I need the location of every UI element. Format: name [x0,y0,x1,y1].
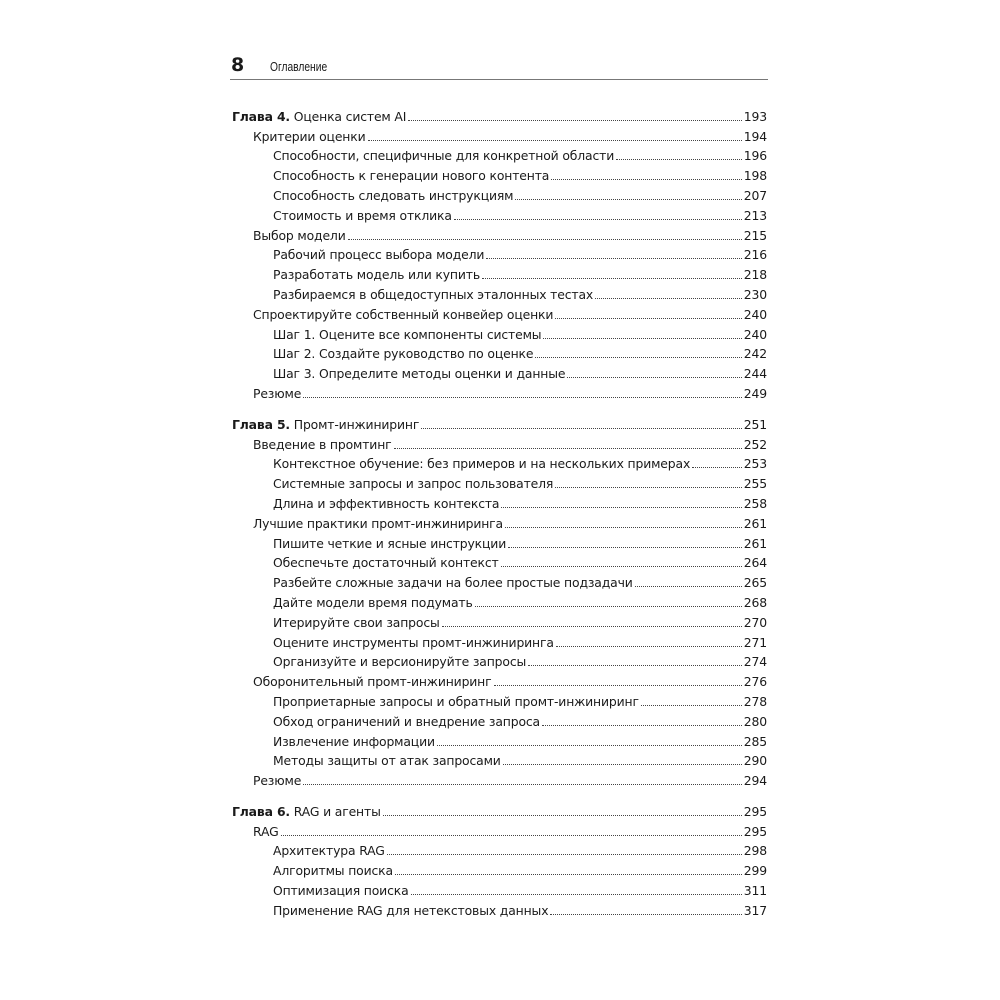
toc-page-number: 194 [743,128,767,144]
toc-page-number: 216 [743,247,767,263]
dot-leader [692,467,742,468]
dot-leader [383,815,742,816]
toc-entry[interactable] [232,551,767,571]
toc-entry-label [273,863,393,878]
page-number: 8 [231,54,245,76]
toc-page-number: 317 [743,902,767,918]
toc-entry[interactable] [232,361,767,381]
toc-entry-title: Применение RAG для нетекстовых данных [273,902,549,918]
toc-entry-title: RAG [253,823,279,839]
dot-leader [482,278,742,279]
dot-leader [555,318,742,319]
toc-page-number: 261 [743,515,767,531]
toc-entry[interactable] [232,491,767,511]
header-rule [230,79,768,80]
dot-leader [408,120,742,121]
toc-entry[interactable] [232,650,767,670]
dot-leader [411,894,742,895]
toc-entry[interactable] [232,630,767,650]
toc-entry-label [273,734,435,749]
toc-entry-label [253,386,301,401]
toc-entry[interactable] [232,452,767,472]
toc-entry-label [273,694,639,709]
toc-entry[interactable] [232,689,767,709]
dot-leader [595,298,742,299]
toc-entry-title: Разработать модель или купить [273,267,480,283]
toc-entry-title: Введение в промтинг [253,436,392,452]
toc-entry-title: Обеспечьте достаточный контекст [273,555,499,571]
toc-entry-title: Извлечение информации [273,733,435,749]
toc-page-number: 295 [743,803,767,819]
toc-entry-title: Дайте модели время подумать [273,594,473,610]
toc-entry[interactable] [232,819,767,839]
toc-entry-label [253,516,503,531]
toc-entry[interactable] [232,878,767,898]
toc-entry-label [273,555,499,570]
toc-entry-label [273,595,473,610]
dot-leader [421,428,742,429]
toc-entry-label [232,417,419,432]
toc-chapter-5 [232,412,767,788]
chapter-number: Глава 5. [232,416,290,432]
toc-entry[interactable] [232,243,767,263]
toc-entry-title: Резюме [253,773,302,789]
dot-leader [348,239,742,240]
toc-entry-title: Разбейте сложные задачи на более простые подзадачи [273,575,633,591]
dot-leader [567,377,741,378]
toc-entry-title: Разбираемся в общедоступных эталонных тестах [273,286,594,302]
toc-page-number: 268 [743,594,767,610]
toc-entry[interactable] [232,262,767,282]
toc-entry-label [273,247,484,262]
toc-entry-label [273,287,593,302]
toc-entry-label [273,496,499,511]
toc-entry-title: Длина и эффективность контекста [273,495,500,511]
dot-leader [641,705,742,706]
dot-leader [437,745,742,746]
toc-entry-title: Способность следовать инструкциям [273,187,514,203]
toc-page-number: 264 [743,555,767,571]
toc-page-number: 271 [743,634,767,650]
toc-entry-label [253,674,492,689]
dot-leader [368,140,742,141]
toc-entry-title: Спроектируйте собственный конвейер оценки [253,306,554,322]
toc-entry-title: Способность к генерации нового контента [273,168,550,184]
toc-entry-title: Обход ограничений и внедрение запроса [273,713,540,729]
toc-page-number: 230 [743,286,767,302]
toc-entry-label [253,307,553,322]
toc-entry-label [273,346,533,361]
toc-entry-label [232,109,406,124]
toc-entry-label [273,536,506,551]
dot-leader [515,199,741,200]
toc-entry-title: Системные запросы и запрос пользователя [273,476,554,492]
dot-leader [551,179,742,180]
toc-entry-label [273,615,440,630]
dot-leader [281,835,742,836]
toc-chapter-6 [232,799,767,918]
dot-leader [475,606,742,607]
toc-entry-label [273,168,549,183]
toc-entry-title: Рабочий процесс выбора модели [273,247,485,263]
dot-leader [494,685,742,686]
toc-page-number: 298 [743,843,767,859]
dot-leader [501,507,741,508]
toc-entry[interactable] [232,163,767,183]
toc-page-number: 261 [743,535,767,551]
toc-entry-title: Контекстное обучение: без примеров и на нескольких примерах [273,456,691,472]
toc-entry-title: Лучшие практики промт-инжиниринга [253,515,503,531]
toc-page-number: 207 [743,187,767,203]
dot-leader [550,914,741,915]
toc-page-number: 244 [743,366,767,382]
toc-page-number: 311 [743,882,767,898]
toc-entry-label [273,575,633,590]
toc-entry[interactable] [232,858,767,878]
toc-entry[interactable] [232,749,767,769]
toc-page-number: 215 [743,227,767,243]
toc-entry-label [232,804,381,819]
toc-entry[interactable] [232,432,767,452]
dot-leader [387,854,742,855]
toc-page-number: 285 [743,733,767,749]
chapter-number: Глава 4. [232,108,290,124]
toc-entry-title: Выбор модели [253,227,346,243]
toc-entry-label [273,267,480,282]
dot-leader [543,338,741,339]
toc-page-number: 240 [743,306,767,322]
dot-leader [442,626,742,627]
dot-leader [508,547,742,548]
toc-page-number: 258 [743,495,767,511]
dot-leader [556,646,742,647]
toc-entry-label [253,228,346,243]
toc-page-number: 198 [743,168,767,184]
toc-entry-label [273,188,513,203]
toc-entry-title: Организуйте и версионируйте запросы [273,654,527,670]
toc-entry-title: Стоимость и время отклика [273,207,452,223]
dot-leader [501,566,742,567]
toc-entry[interactable] [232,839,767,859]
dot-leader [303,784,742,785]
toc-page-number: 218 [743,267,767,283]
toc-entry[interactable] [232,124,767,144]
toc-entry-label [253,437,392,452]
toc-entry[interactable] [232,531,767,551]
toc-entry-label [273,753,501,768]
toc-entry-label [253,824,279,839]
toc-entry[interactable] [232,471,767,491]
dot-leader [535,357,741,358]
toc-entry-title: Шаг 1. Оцените все компоненты системы [273,326,542,342]
toc-entry[interactable] [232,570,767,590]
toc-entry-label [273,456,690,471]
toc-entry-title: Оптимизация поиска [273,882,409,898]
toc-entry[interactable] [232,768,767,788]
toc-page-number: 196 [743,148,767,164]
toc-entry[interactable] [232,282,767,302]
toc-entry-title: Пишите четкие и ясные инструкции [273,535,507,551]
toc-entry-title: Алгоритмы поиска [273,863,393,879]
dot-leader [303,397,742,398]
dot-leader [454,219,742,220]
toc-entry[interactable] [232,729,767,749]
toc-page-number: 253 [743,456,767,472]
toc-entry-label [273,476,553,491]
toc-entry-label [273,903,548,918]
toc-entry[interactable] [232,223,767,243]
toc-entry-label [273,654,526,669]
toc-entry-label [273,714,540,729]
dot-leader [505,527,742,528]
toc-entry[interactable] [232,590,767,610]
toc-entry[interactable] [232,144,767,164]
toc-entry-label [273,208,452,223]
toc-entry[interactable] [232,709,767,729]
toc-entry[interactable] [232,183,767,203]
toc-entry-label [273,843,385,858]
toc-entry[interactable] [232,381,767,401]
running-title: Оглавление [270,60,328,74]
dot-leader [486,258,742,259]
toc-page-number: 280 [743,713,767,729]
toc-entry-label [253,773,301,788]
toc-page-number: 255 [743,476,767,492]
toc-entry-label [273,148,614,163]
toc-page-number: 249 [743,385,767,401]
toc-entry-title: Способности, специфичные для конкретной области [273,148,615,164]
toc-entry-title: Архитектура RAG [273,843,385,859]
toc-entry[interactable] [232,511,767,531]
toc-entry[interactable] [232,203,767,223]
dot-leader [555,487,742,488]
toc-entry[interactable] [232,302,767,322]
toc-entry-title: RAG и агенты [293,803,381,819]
chapter-number: Глава 6. [232,803,290,819]
toc-page-number: 290 [743,753,767,769]
toc-page-number: 294 [743,773,767,789]
toc-entry-title: Оценка систем AI [293,108,407,124]
dot-leader [395,874,742,875]
toc-page-number: 251 [743,416,767,432]
toc-entry-title: Методы защиты от атак запросами [273,753,501,769]
toc-entry-title: Критерии оценки [253,128,366,144]
toc-entry-title: Итерируйте свои запросы [273,614,440,630]
toc-entry-title: Оцените инструменты промт-инжиниринга [273,634,554,650]
dot-leader [394,448,742,449]
toc-entry[interactable] [232,898,767,918]
toc-page-number: 278 [743,693,767,709]
dot-leader [542,725,742,726]
toc-entry[interactable] [232,322,767,342]
toc-entry[interactable] [232,610,767,630]
toc-entry-title: Шаг 2. Создайте руководство по оценке [273,346,534,362]
toc-page-number: 270 [743,614,767,630]
dot-leader [528,665,742,666]
toc-page-number: 213 [743,207,767,223]
toc-entry-title: Резюме [253,385,302,401]
toc-entry-label [273,327,541,342]
toc-chapter-entry[interactable] [232,799,767,819]
dot-leader [616,159,742,160]
toc-page-number: 193 [743,108,767,124]
toc-entry[interactable] [232,669,767,689]
toc-chapter-4 [232,104,767,401]
toc-page-number: 240 [743,326,767,342]
toc-page-number: 252 [743,436,767,452]
toc-entry-title: Проприетарные запросы и обратный промт-инжиниринг [273,693,639,709]
toc-entry-title: Оборонительный промт-инжиниринг [253,674,492,690]
dot-leader [503,764,742,765]
toc-entry-label [273,883,409,898]
toc-entry-label [253,129,366,144]
toc-page-number: 295 [743,823,767,839]
toc-chapter-entry[interactable] [232,412,767,432]
toc-chapter-entry[interactable] [232,104,767,124]
toc-entry-label [273,635,554,650]
toc-page-number: 265 [743,575,767,591]
toc-page-number: 276 [743,674,767,690]
dot-leader [635,586,742,587]
toc-page-number: 242 [743,346,767,362]
toc-entry[interactable] [232,342,767,362]
toc-page-number: 274 [743,654,767,670]
toc-page-number: 299 [743,863,767,879]
toc-entry-label [273,366,565,381]
toc-entry-title: Шаг 3. Определите методы оценки и данные [273,366,566,382]
toc-entry-title: Промт-инжиниринг [293,416,420,432]
